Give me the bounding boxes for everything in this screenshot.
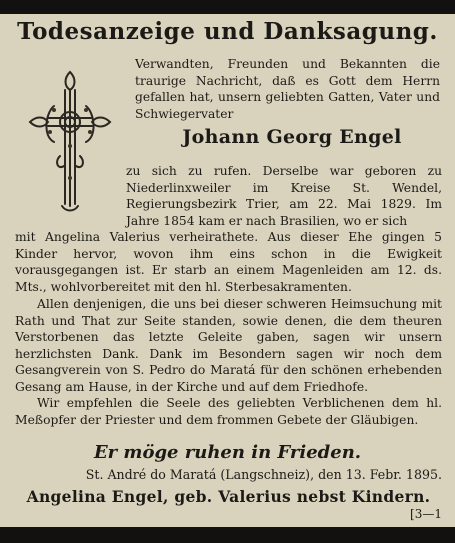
top-border-rule: [0, 0, 455, 14]
farewell-line: Er möge ruhen in Frieden.: [93, 442, 362, 463]
notice-title: Todesanzeige und Danksagung.: [17, 18, 438, 45]
notice-paragraph: Verwandten, Freunden und Bekannten die traurige Nachricht, daß es Gott dem Herrn gefallen hat, unsern geliebten Gatten, Vater und Schwiegervater: [135, 57, 440, 121]
biography-paragraph-part1: zu sich zu rufen. Derselbe war geboren zu Niederlinxweiler im Kreise St. Wendel, Regierungsbezirk Trier, am 22. Mai 1829. Im Jahre 1854 kam er nach Brasilien, wo er sich: [126, 164, 442, 228]
signature-line: Angelina Engel, geb. Valerius nebst Kindern.: [26, 487, 431, 506]
thanks-text: Allen denjenigen, die uns bei dieser schweren Heimsuchung mit Rath und That zur Seite standen, sowie denen, die dem theuren Verstorbenen das letzte Geleite gaben, sagen wir unsern herzlichsten Dank. Dank im Besondern sagen wir noch dem Gesangverein von S. Pedro do Maratá für den schönen erhebenden Gesang am Hause, in der Kirche und auf dem Friedhofe.: [15, 297, 442, 394]
thanks-paragraph: [15, 296, 442, 396]
deceased-name: Johann Georg Engel: [182, 126, 402, 148]
cross-icon: [24, 66, 116, 216]
reference-number: [3—1: [410, 507, 442, 521]
bottom-border-rule: [0, 527, 455, 543]
biography-paragraph-part2: mit Angelina Valerius verheirathete. Aus dieser Ehe gingen 5 Kinder hervor, wovon ihm eins schon in die Ewigkeit vorausgegangen ist. Er starb an einem Magenleiden am 12. ds. Mts., wohlvorbereitet mit den hl. Sterbesakramenten.: [15, 230, 442, 294]
place-and-date: St. André do Maratá (Langschneiz), den 13. Febr. 1895.: [85, 467, 442, 482]
prayer-text: Wir empfehlen die Seele des geliebten Verblichenen dem hl. Meßopfer der Priester und dem frommen Gebete der Gläubigen.: [15, 396, 442, 427]
prayer-paragraph: [15, 395, 442, 428]
